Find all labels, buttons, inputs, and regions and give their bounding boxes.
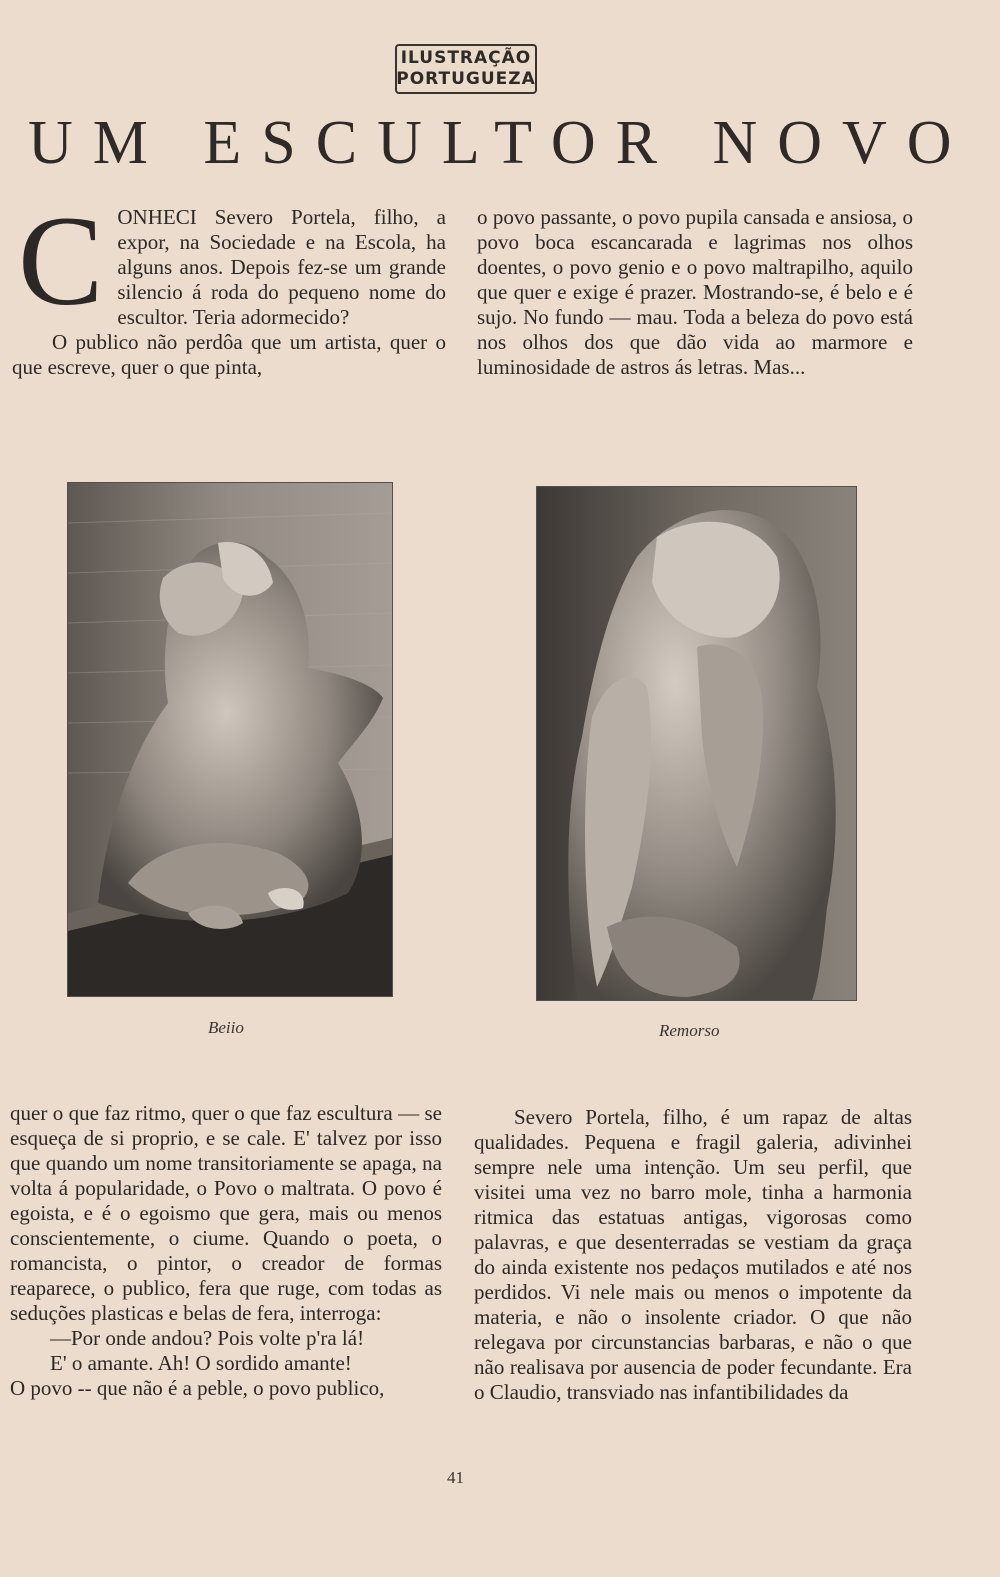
paragraph: O publico não perdôa que um artista, quer o que escreve, quer o que pinta, xyxy=(12,330,446,379)
sculpture-photo-remorso xyxy=(537,487,856,1000)
paragraph: —Por onde andou? Pois volte p'ra lá! xyxy=(50,1326,365,1350)
column-top-left xyxy=(12,190,446,380)
column-top-right xyxy=(477,205,913,380)
column-bottom-right xyxy=(474,1105,912,1405)
masthead-logo xyxy=(395,44,537,94)
paragraph: quer o que faz ritmo, quer o que faz escultura — se esqueça de si proprio, e se cale. E' talvez por isso que quando um nome transitoriamente se apaga, na volta á popularidade, o Povo o maltrata. O povo é egoista, e é o egoismo que gera, mais ou menos conscientemente, o ciume. Quando o poeta, o romancista, o pintor, o creador de formas reaparece, o publico, fera que ruge, com todas as seduções plasticas e belas de fera, interroga: xyxy=(10,1101,442,1325)
figure-caption: Beiio xyxy=(208,1018,244,1037)
paragraph: E' o amante. Ah! O sordido amante! xyxy=(50,1351,352,1375)
paragraph: O povo -- que não é a peble, o povo publico, xyxy=(10,1376,385,1400)
figure-caption: Remorso xyxy=(659,1021,720,1040)
masthead-line-2: PORTUGUEZA xyxy=(396,69,536,89)
masthead-line-1: ILUSTRAÇÃO xyxy=(400,48,532,68)
page-number: 41 xyxy=(447,1468,464,1487)
article-title: UM ESCULTOR NOVO xyxy=(28,109,972,177)
paragraph: o povo passante, o povo pupila cansada e ansiosa, o povo boca escancarada e lagrimas nos olhos doentes, o povo genio e o povo maltrapilho, aquilo que quer e exige é prazer. Mostrando-se, é belo e é sujo. No fundo — mau. Toda a beleza do povo está nos olhos dos que dão vida ao marmore e luminosidade de astros ás letras. Mas... xyxy=(477,205,913,379)
column-bottom-left xyxy=(10,1101,442,1401)
paragraph: ONHECI Severo Portela, filho, a expor, na Sociedade e na Escola, ha alguns anos. Depois fez-se um grande silencio á roda do pequeno nome do escultor. Teria adormecido? xyxy=(117,205,446,329)
sculpture-photo-beijo xyxy=(68,483,392,996)
paragraph: Severo Portela, filho, é um rapaz de altas qualidades. Pequena e fragil galeria, adivinhei sempre nele uma intenção. Um seu perfil, que visitei uma vez no barro mole, tinha a harmonia ritmica das estatuas antigas, vigorosas como palavras, e que desenterradas se vestiam da graça do ainda existente nos pedaços mutilados e até nos perdidos. Vi nele mais ou menos o impotente da materia, e não o insolente criador. O que não relegava por circunstancias barbaras, e não o que não realisava por ausencia de poder fecundante. Era o Claudio, transviado nas infantibilidades da xyxy=(474,1105,912,1404)
drop-cap: C xyxy=(18,190,104,332)
